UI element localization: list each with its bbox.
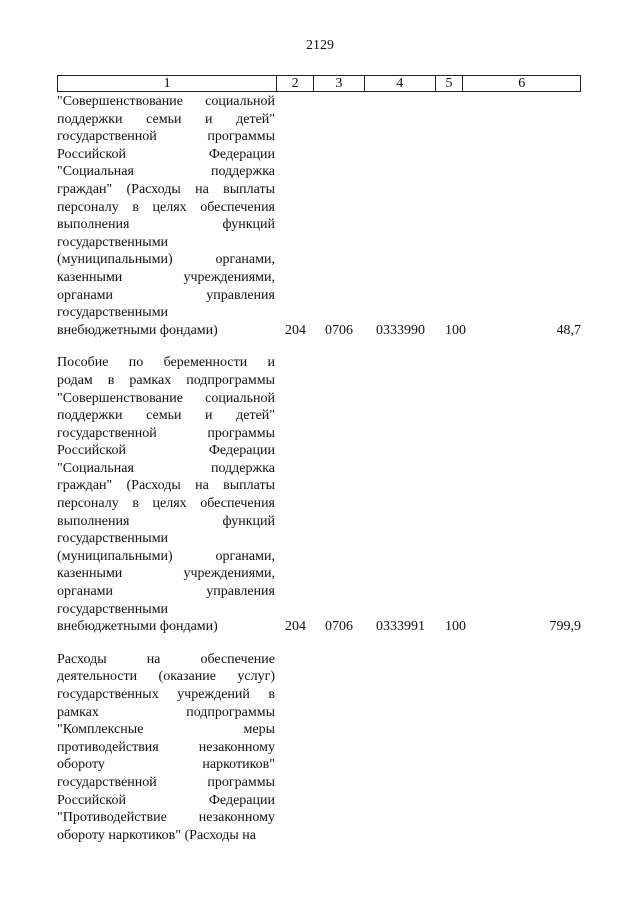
description-line: Пособие по беременности и xyxy=(57,355,275,371)
description-line: "Социальная поддержка xyxy=(57,460,275,476)
description-line: государственной программы xyxy=(57,129,275,145)
row-values xyxy=(57,322,581,340)
header-col-3: 3 xyxy=(314,76,365,91)
description-line: (муниципальными) органами, xyxy=(57,252,275,268)
description-line: обороту наркотиков" (Расходы на xyxy=(57,827,257,843)
description-line: обороту наркотиков" xyxy=(57,757,275,773)
description-line: "Совершенствование социальной xyxy=(57,390,275,406)
section-code: 0706 xyxy=(325,322,353,338)
description-line: органами управления xyxy=(57,287,275,303)
description-line: Расходы на обеспечение xyxy=(57,651,275,667)
row-description xyxy=(57,93,275,339)
description-line: органами управления xyxy=(57,584,275,600)
page-number: 2129 xyxy=(306,38,334,53)
description-line: выполнения функций xyxy=(57,513,275,529)
description-line: внебюджетными фондами) xyxy=(57,322,218,338)
description-line: персоналу в целях обеспечения xyxy=(57,496,275,512)
amount: 799,9 xyxy=(549,619,581,635)
description-line: граждан" (Расходы на выплаты xyxy=(57,181,275,197)
description-line: государственными xyxy=(57,601,169,617)
description-line: "Совершенствование социальной xyxy=(57,94,275,109)
header-col-1: 1 xyxy=(58,76,277,91)
description-line: государственных учреждений в xyxy=(57,687,275,702)
description-line: "Социальная поддержка xyxy=(57,164,275,180)
table-header xyxy=(57,75,581,92)
header-col-6: 6 xyxy=(518,76,526,91)
description-line: выполнения функций xyxy=(57,217,275,233)
description-line: государственными xyxy=(57,531,169,547)
table-body xyxy=(57,93,581,844)
description-line: государственными xyxy=(57,234,169,250)
description-line: казенными учреждениями, xyxy=(57,269,275,285)
description-line: деятельности (оказание услуг) xyxy=(57,669,275,685)
row-gap xyxy=(57,339,581,354)
row-values xyxy=(57,618,581,636)
description-line: родам в рамках подпрограммы xyxy=(57,372,275,388)
row-values xyxy=(57,827,581,845)
expense-type-code: 100 xyxy=(445,322,466,338)
description-line: Российской Федерации xyxy=(57,146,275,162)
header-col-2: 2 xyxy=(277,76,314,91)
description-line: Российской Федерации xyxy=(57,443,275,459)
admin-code: 204 xyxy=(285,619,306,635)
table-row xyxy=(57,93,581,339)
description-line: Российской Федерации xyxy=(57,792,275,808)
row-description xyxy=(57,354,275,636)
description-line: граждан" (Расходы на выплаты xyxy=(57,478,275,494)
row-gap xyxy=(57,636,581,651)
target-code: 0333990 xyxy=(376,322,425,338)
header-col-4: 4 xyxy=(365,76,436,91)
description-line: "Комплексные меры xyxy=(57,722,275,738)
description-line: поддержки семьи и детей" xyxy=(57,408,275,424)
description-line: (муниципальными) органами, xyxy=(57,548,275,564)
table-row xyxy=(57,651,581,845)
description-line: противодействия незаконному xyxy=(57,739,275,755)
target-code: 0333991 xyxy=(376,619,425,635)
description-line: персоналу в целях обеспечения xyxy=(57,199,275,215)
row-description xyxy=(57,651,275,845)
amount: 48,7 xyxy=(556,322,581,338)
description-line: поддержки семьи и детей" xyxy=(57,111,275,127)
admin-code: 204 xyxy=(285,322,306,338)
description-line: государственной программы xyxy=(57,425,275,441)
expense-type-code: 100 xyxy=(445,619,466,635)
description-line: государственными xyxy=(57,305,169,321)
section-code: 0706 xyxy=(325,619,353,635)
description-line: внебюджетными фондами) xyxy=(57,619,218,635)
description-line: рамках подпрограммы xyxy=(57,704,275,720)
description-line: казенными учреждениями, xyxy=(57,566,275,582)
description-line: "Противодействие незаконному xyxy=(57,810,275,826)
header-col-5: 5 xyxy=(436,76,464,91)
table-row xyxy=(57,354,581,636)
description-line: государственной программы xyxy=(57,774,275,790)
